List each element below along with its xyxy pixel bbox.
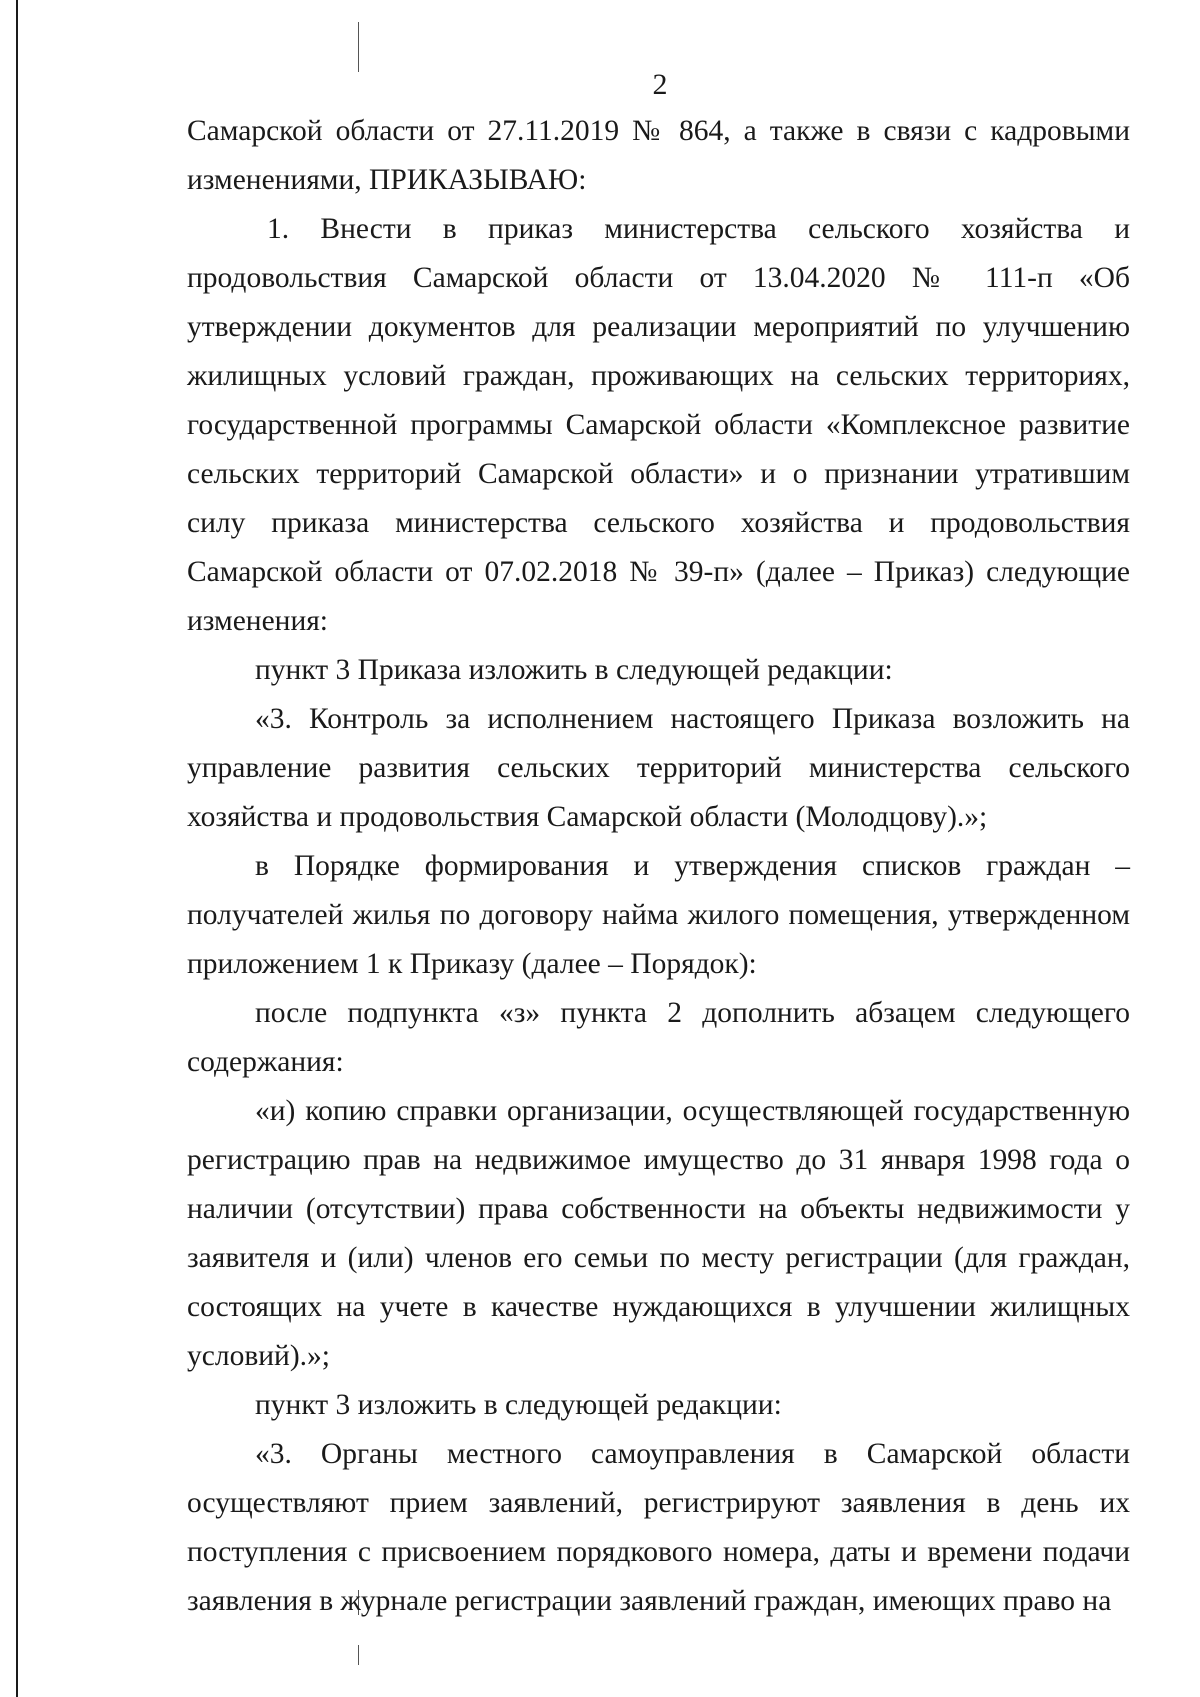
paragraph-6: после подпункта «з» пункта 2 дополнить абзацем следующего содержания:	[187, 997, 1130, 1078]
document-body	[187, 107, 1130, 1626]
paragraph-9: «3. Органы местного самоуправления в Самарской области осуществляют прием заявлений, регистрируют заявления в день их поступления с присвоением порядкового номера, даты и времени подачи заявления в журнале регистрации заявлений граждан, имеющих право на	[187, 1438, 1130, 1617]
paragraph-1: Самарской области от 27.11.2019 № 864, а также в связи с кадровыми изменениями, ПРИКАЗЫВАЮ:	[187, 115, 1130, 196]
paragraph-8: пункт 3 изложить в следующей редакции:	[255, 1389, 782, 1421]
paragraph-4: «3. Контроль за исполнением настоящего Приказа возложить на управление развития сельских территорий министерства сельского хозяйства и продовольствия Самарской области (Молодцову).»;	[187, 703, 1130, 833]
paragraph-3: пункт 3 Приказа изложить в следующей редакции:	[255, 654, 893, 686]
scan-edge	[16, 0, 18, 1697]
page-number: 2	[652, 68, 668, 101]
paragraph-5: в Порядке формирования и утверждения списков граждан – получателей жилья по договору найма жилого помещения, утвержденном приложением 1 к Приказу (далее – Порядок):	[187, 850, 1130, 980]
paragraph-2: 1. Внести в приказ министерства сельского хозяйства и продовольствия Самарской области от 13.04.2020 № 111-п «Об утверждении документов для реализации мероприятий по улучшению жилищных условий граждан, проживающих на сельских территориях, государственной программы Самарской области «Комплексное развитие сельских территорий Самарской области» и о признании утратившим силу приказа министерства сельского хозяйства и продовольствия Самарской области от 07.02.2018 № 39-п» (далее – Приказ) следующие изменения:	[187, 213, 1130, 637]
scan-mark	[358, 1645, 359, 1665]
paragraph-7: «и) копию справки организации, осуществляющей государственную регистрацию прав на недвижимое имущество до 31 января 1998 года о наличии (отсутствии) права собственности на объекты недвижимости у заявителя и (или) членов его семьи по месту регистрации (для граждан, состоящих на учете в качестве нуждающихся в улучшении жилищных условий).»;	[187, 1095, 1130, 1372]
scan-mark	[358, 22, 359, 72]
